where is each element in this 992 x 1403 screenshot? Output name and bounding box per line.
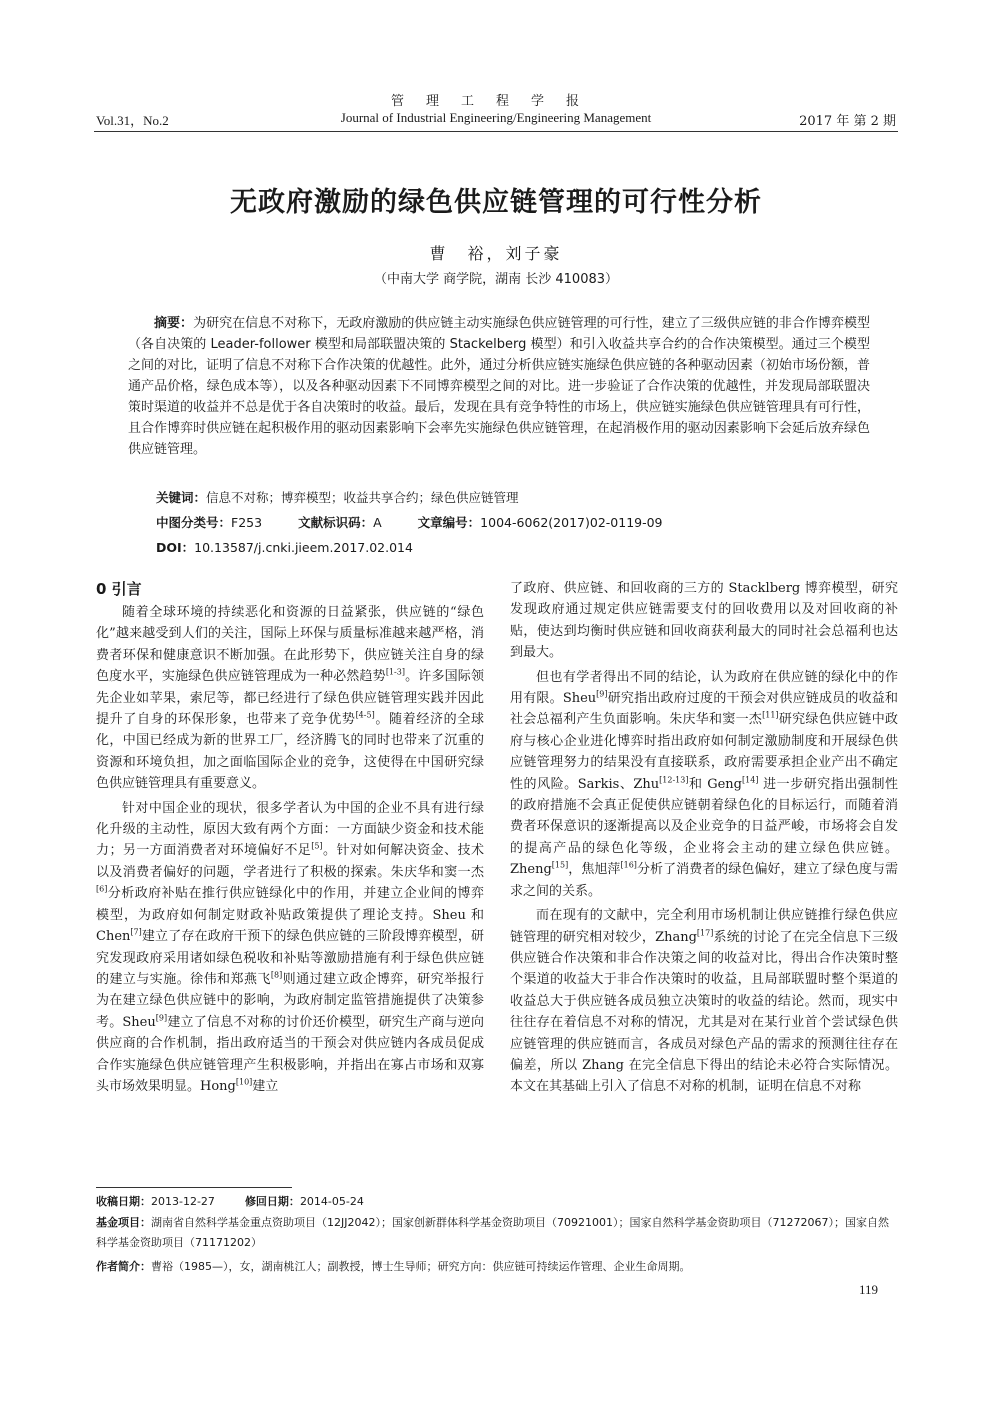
keywords-text: 信息不对称；博弈模型；收益共享合约；绿色供应链管理 [206, 490, 519, 505]
doi-label: DOI： [156, 540, 195, 555]
doc-code-label: 文献标识码： [298, 515, 374, 530]
citation-marker: [12-13] [659, 775, 689, 785]
page-number: 119 [858, 1282, 878, 1297]
article-number-value: 1004-6062(2017)02-0119-09 [480, 515, 663, 530]
footnote-funding [96, 1213, 896, 1253]
citation-marker: [16] [620, 860, 637, 870]
abstract-label: 摘要： [154, 316, 194, 331]
author-affiliation: （中南大学 商学院，湖南 长沙 410083） [373, 272, 619, 287]
citation-marker: [9] [596, 689, 608, 699]
revised-label: 修回日期： [244, 1195, 300, 1208]
body-paragraph: 针对中国企业的现状，很多学者认为中国的企业不具有进行绿化升级的主动性，原因大致有两个方面：一方面缺少资金和技术能力；另一方面消费者对环境偏好不足[5]。针对如何解决资金、技术以及消费者偏好的问题，学者进行了积极的探索。朱庆华和窦一杰[6]分析政府补贴在推行供应链绿化中的作用，并建立企业间的博弈模型，为政府如何制定财政补贴政策提供了理论支持。Sheu 和 Chen[7]建立了存在政府干预下的绿色供应链的三阶段博弈模型，研究发现政府采用诸如绿色税收和补贴等激励措施有利于绿色供应链的建立与实施。徐伟和郑燕飞[8]则通过建立政企博弈，研究举报行为在建立绿色供应链中的影响，为政府制定监管措施提供了决策参考。Sheu[9]建立了信息不对称的讨价还价模型，研究生产商与逆向供应商的合作机制，指出政府适当的干预会对供应链内各成员促成合作实施绿色供应链管理产生积极影响，并指出在寡占市场和双寡头市场效果明显。Hong[10]建立 [96, 800, 484, 1094]
doi-line [156, 538, 413, 556]
fund-label: 基金项目： [96, 1216, 151, 1229]
section-heading: 0 引言 [96, 580, 142, 598]
clc-value: F253 [231, 515, 263, 530]
received-label: 收稿日期： [96, 1195, 151, 1208]
volume-number: Vol.31，No.2 [96, 113, 169, 128]
revised-date: 2014-05-24 [299, 1195, 364, 1208]
abstract [128, 313, 870, 460]
body-right-column [510, 578, 898, 1101]
citation-marker: [11] [762, 711, 779, 721]
body-left-column [96, 578, 484, 1100]
journal-title-en: Journal of Industrial Engineering/Engineering Management [340, 110, 652, 125]
body-paragraph: 而在现有的文献中，完全利用市场机制让供应链推行绿色供应链管理的研究相对较少，Zhang[17]系统的讨论了在完全信息下三级供应链合作决策和非合作决策之间的收益对比，得出合作决策时整个渠道的收益大于非合作决策时的收益，且局部联盟时整个渠道的收益总大于供应链各成员独立决策时的收益的结论。然而，现实中往往存在着信息不对称的情况，尤其是对在某行业首个尝试绿色供应链管理的供应链而言，各成员对绿色产品的需求的预测往往存在偏差，所以 Zhang 在完全信息下得出的结论未必符合实际情况。本文在其基础上引入了信息不对称的机制，证明在信息不对称 [510, 908, 898, 1095]
body-paragraph: 随着全球环境的持续恶化和资源的日益紧张，供应链的“绿色化”越来越受到人们的关注，国际上环保与质量标准越来越严格，消费者环保和健康意识不断加强。在此形势下，供应链关注自身的绿色度水平，实施绿色供应链管理成为一种必然趋势[1-3]。许多国际领先企业如苹果，索尼等，都已经进行了绿色供应链管理实践并因此提升了自身的环保形象，也带来了竞争优势[4-5]。随着经济的全球化，中国已经成为新的世界工厂，经济腾飞的同时也带来了沉重的资源和环境负担，加之面临国际企业的竞争，这使得在中国研究绿色供应链管理具有重要意义。 [96, 605, 484, 792]
abstract-text: 为研究在信息不对称下，无政府激励的供应链主动实施绿色供应链管理的可行性，建立了三级供应链的非合作博弈模型（各自决策的 Leader-follower 模型和局部联盟决策的 Stackelberg 模型）和引入收益共享合约的合作决策模型。通过三个模型之间的对比，证明了信息不对称下合作决策的优越性。此外，通过分析供应链实施绿色供应链的各种驱动因素（初始市场份额，普通产品价格，绿色成本等），以及各种驱动因素下不同博弈模型之间的对比。进一步验证了合作决策的优越性，并发现局部联盟决策时渠道的收益并不总是优于各自决策时的收益。最后，发现在具有竞争特性的市场上，供应链实施绿色供应链管理具有可行性，且合作博弈时供应链在起积极作用的驱动因素影响下会率先实施绿色供应链管理，在起消极作用的驱动因素影响下会延后放弃绿色供应链管理。 [128, 316, 870, 457]
article-number-label: 文章编号： [417, 515, 481, 530]
footnote-dates [96, 1192, 896, 1212]
keywords-label: 关键词： [156, 490, 207, 505]
citation-marker: [17] [696, 928, 714, 938]
received-date: 2013-12-27 [151, 1195, 215, 1208]
doi-value: 10.13587/j.cnki.jieem.2017.02.014 [194, 540, 413, 555]
issue-number: 2017 年 第 2 期 [799, 114, 896, 129]
classification-line [156, 513, 663, 531]
header-rule [94, 131, 898, 132]
body-paragraph: 但也有学者得出不同的结论，认为政府在供应链的绿化中的作用有限。Sheu[9]研究指出政府过度的干预会对供应链成员的收益和社会总福利产生负面影响。朱庆华和窦一杰[11]研究绿色供应链中政府与核心企业进化博弈时指出政府如何制定激励制度和开展绿色供应链管理努力的结果没有直接联系，政府需要承担企业产出不确定性的风险。Sarkis、Zhu[12-13]和 Geng[14] 进一步研究指出强制性的政府措施不会真正促使供应链朝着绿色化的目标运行，而随着消费者环保意识的逐渐提高以及企业竞争的日益严峻，市场将会自发的提高产品的绿色化等级，企业将会主动的建立绿色供应链。Zheng[15]，焦旭萍[16]分析了消费者的绿色偏好，建立了绿色度与需求之间的关系。 [510, 669, 898, 899]
citation-marker: [7] [130, 927, 142, 937]
citation-marker: [14] [742, 775, 759, 785]
body-paragraph: 了政府、供应链、和回收商的三方的 Stacklberg 博弈模型，研究发现政府通过规定供应链需要支付的回收费用以及对回收商的补贴，使达到均衡时供应链和回收商获利最大的同时社会总福利也达到最大。 [510, 581, 898, 661]
citation-marker: [15] [551, 860, 569, 870]
footnote-author [96, 1257, 896, 1277]
doc-code-value: A [373, 515, 382, 530]
citation-marker: [1-3] [385, 667, 405, 677]
author-bio-text: 曹裕（1985—），女，湖南桃江人；副教授，博士生导师；研究方向：供应链可持续运作管理、企业生命周期。 [151, 1260, 691, 1273]
citation-marker: [10] [235, 1077, 253, 1087]
citation-marker: [6] [96, 884, 108, 894]
citation-marker: [4-5] [355, 710, 375, 720]
citation-marker: [5] [311, 842, 323, 852]
citation-marker: [8] [270, 970, 283, 980]
paper-title: 无政府激励的绿色供应链管理的可行性分析 [230, 187, 762, 218]
footnote-rule [96, 1187, 292, 1188]
citation-marker: [9] [155, 1013, 168, 1023]
author-bio-label: 作者简介： [96, 1260, 151, 1273]
clc-label: 中图分类号： [156, 515, 232, 530]
keywords [156, 488, 519, 506]
paper-authors: 曹 裕，刘子豪 [429, 244, 563, 263]
fund-text: 湖南省自然科学基金重点资助项目（12JJ2042）；国家创新群体科学基金资助项目（70921001）；国家自然科学基金资助项目（71272067）；国家自然科学基金资助项目（71171202） [96, 1216, 889, 1249]
journal-title-cn: 管理工程学报 [390, 94, 601, 109]
